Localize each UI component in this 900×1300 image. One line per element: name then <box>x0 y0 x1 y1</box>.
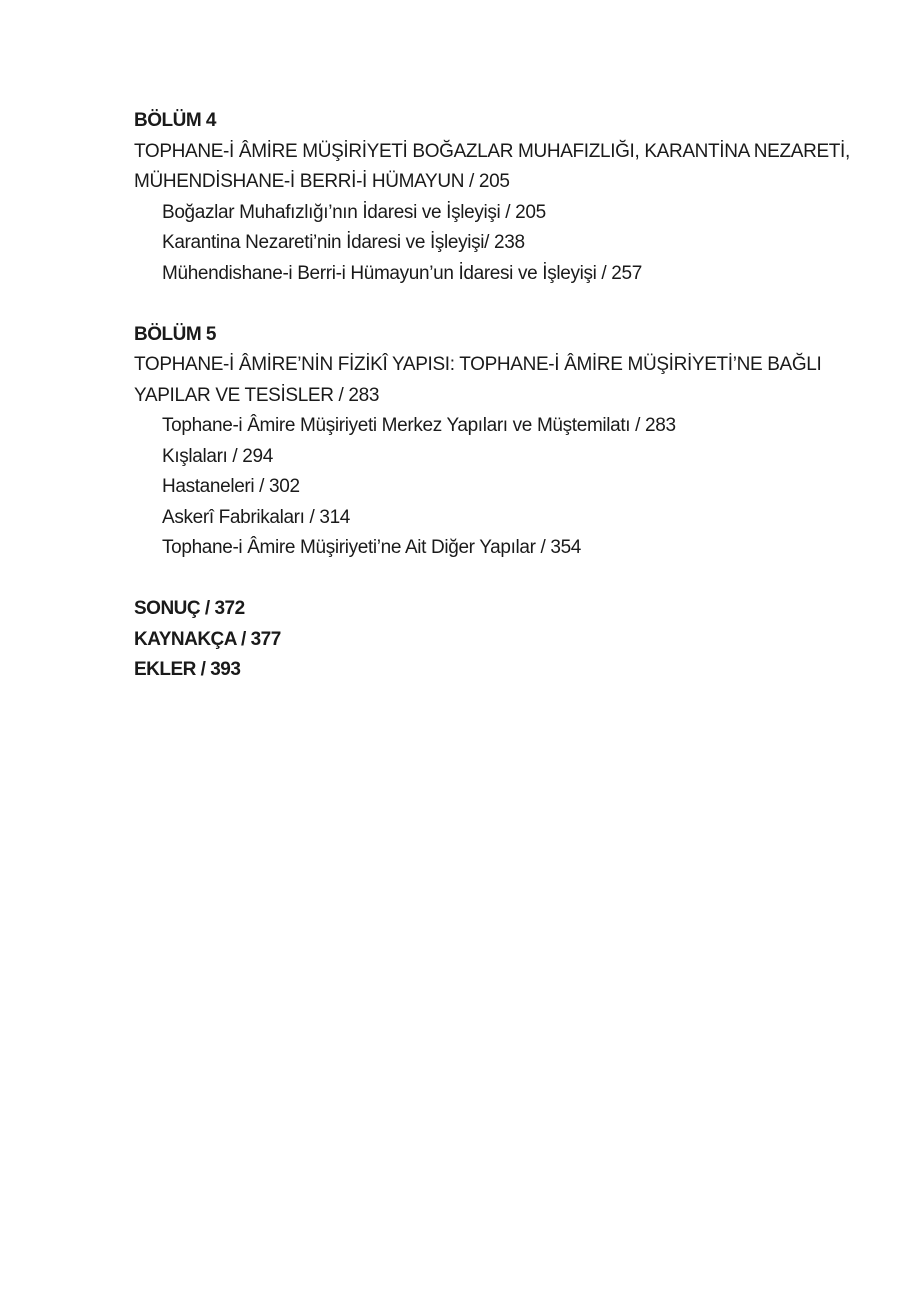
chapter-5-section: Askerî Fabrikaları / 314 <box>162 506 351 528</box>
chapter-5-section: Tophane-i Âmire Müşiriyeti Merkez Yapıları ve Müştemilatı / 283 <box>162 415 676 436</box>
chapter-5-section: Hastaneleri / 302 <box>162 476 300 497</box>
chapter-4-title-line-2: MÜHENDİSHANE-İ BERRİ-İ HÜMAYUN / 205 <box>134 171 510 192</box>
chapter-4-section: Mühendishane-i Berri-i Hümayun’un İdaresi ve İşleyişi / 257 <box>162 262 642 284</box>
chapter-4-section: Boğazlar Muhafızlığı’nın İdaresi ve İşleyişi / 205 <box>162 201 546 223</box>
chapter-5-title-line-2: YAPILAR VE TESİSLER / 283 <box>134 384 380 406</box>
chapter-5-section: Kışlaları / 294 <box>162 445 273 467</box>
chapter-5-title-line-1: TOPHANE-İ ÂMİRE’NİN FİZİKÎ YAPISI: TOPHANE-İ ÂMİRE MÜŞİRİYETİ’NE BAĞLI <box>134 354 822 375</box>
chapter-5-label: BÖLÜM 5 <box>134 323 216 345</box>
conclusion-entry: SONUÇ / 372 <box>134 598 245 619</box>
table-of-contents <box>134 106 850 686</box>
spacer <box>134 564 834 595</box>
chapter-4-section: Karantina Nezareti’nin İdaresi ve İşleyişi/ 238 <box>162 232 525 253</box>
appendices-entry: EKLER / 393 <box>134 659 241 680</box>
chapter-5-section: Tophane-i Âmire Müşiriyeti’ne Ait Diğer Yapılar / 354 <box>162 537 582 558</box>
chapter-4-title-line-1: TOPHANE-İ ÂMİRE MÜŞİRİYETİ BOĞAZLAR MUHAFIZLIĞI, KARANTİNA NEZARETİ, <box>134 140 850 162</box>
spacer <box>134 289 834 320</box>
chapter-4-label: BÖLÜM 4 <box>134 110 216 131</box>
bibliography-entry: KAYNAKÇA / 377 <box>134 628 281 650</box>
